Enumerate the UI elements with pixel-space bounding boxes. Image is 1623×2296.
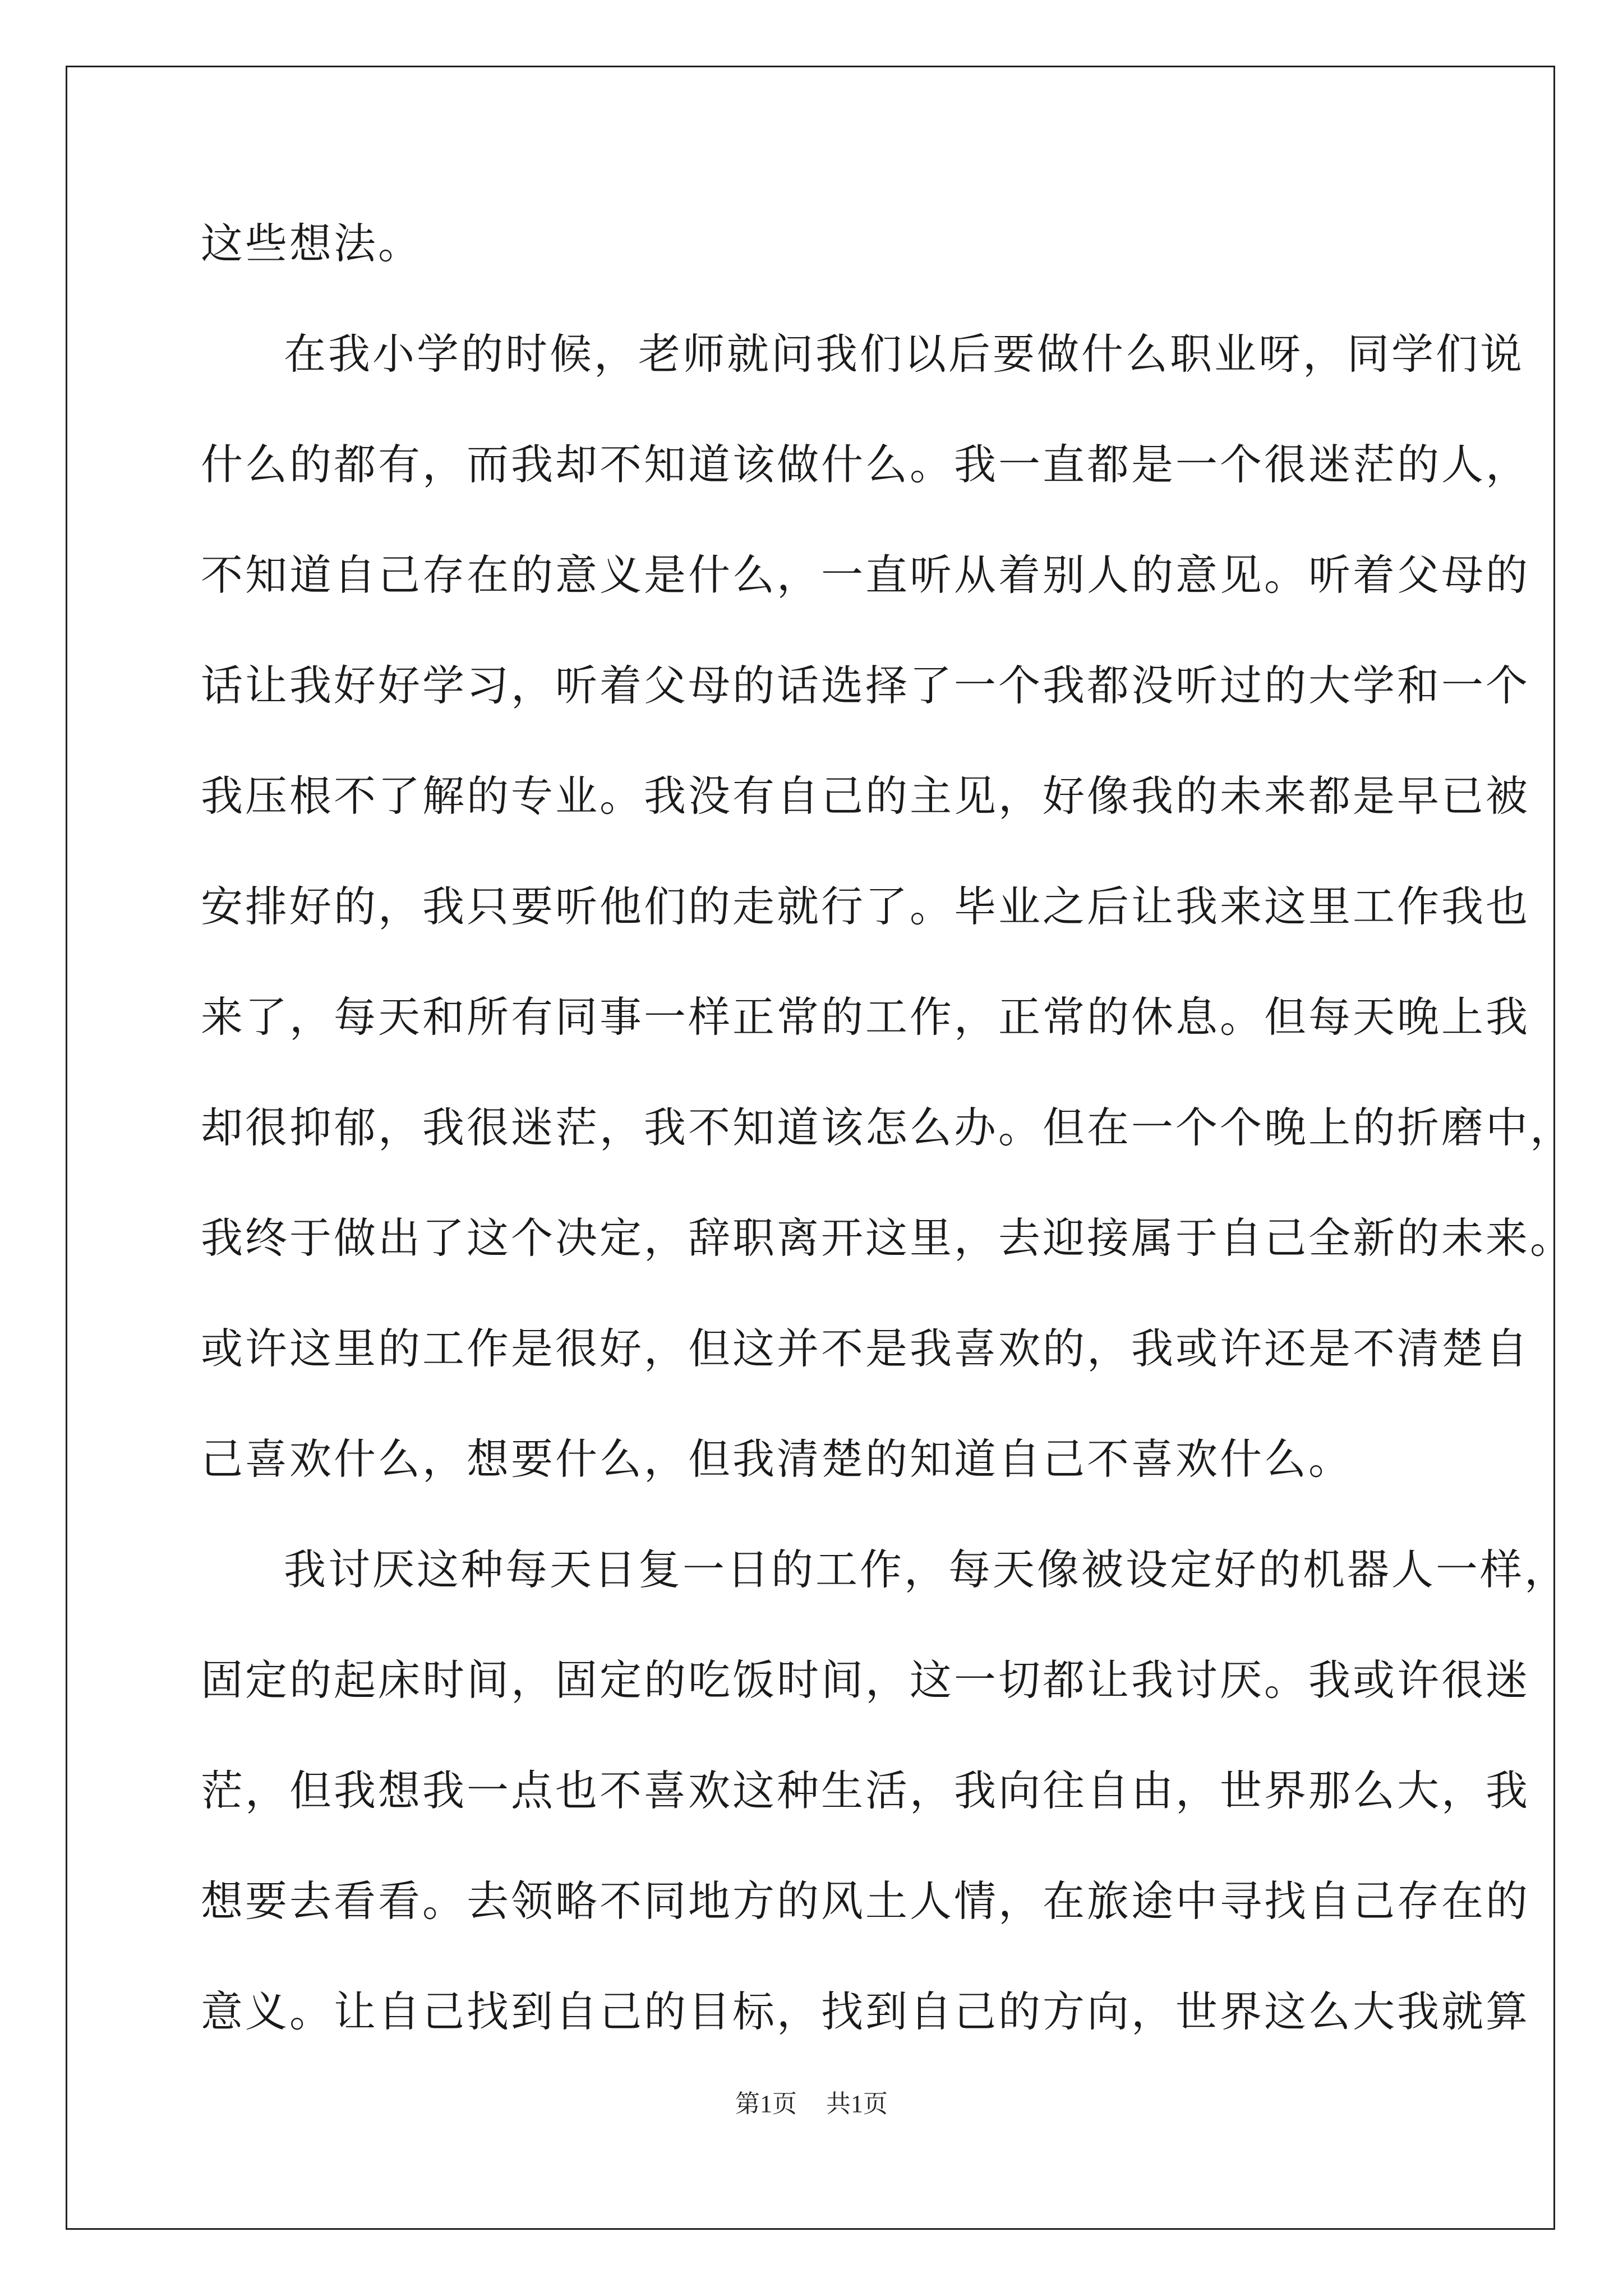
- page-number: 第1页: [735, 2090, 797, 2118]
- text-line: 固定的起床时间，固定的吃饭时间，这一切都让我讨厌。我或许很迷: [201, 1655, 1530, 1705]
- text-line: 这些想法。: [201, 219, 423, 268]
- text-line: 话让我好好学习，听着父母的话选择了一个我都没听过的大学和一个: [201, 661, 1530, 710]
- text-line: 来了，每天和所有同事一样正常的工作，正常的休息。但每天晚上我: [201, 992, 1530, 1042]
- text-line: 却很抑郁，我很迷茫，我不知道该怎么办。但在一个个晚上的折磨中，: [201, 1103, 1575, 1152]
- text-line: 不知道自己存在的意义是什么，一直听从着别人的意见。听着父母的: [201, 550, 1530, 600]
- paragraph-start-line: 我讨厌这种每天日复一日的工作，每天像被设定好的机器人一样，: [284, 1545, 1569, 1594]
- text-line: 茫，但我想我一点也不喜欢这种生活，我向往自由，世界那么大，我: [201, 1766, 1530, 1815]
- text-line: 或许这里的工作是很好，但这并不是我喜欢的，我或许还是不清楚自: [201, 1324, 1530, 1373]
- text-line: 想要去看看。去领略不同地方的风土人情，在旅途中寻找自己存在的: [201, 1876, 1530, 1926]
- text-line: 我终于做出了这个决定，辞职离开这里，去迎接属于自己全新的未来。: [201, 1213, 1575, 1263]
- page-footer: [0, 2088, 1623, 2120]
- text-line: 己喜欢什么，想要什么，但我清楚的知道自己不喜欢什么。: [201, 1434, 1353, 1484]
- document-body: [201, 215, 1575, 2094]
- total-pages: 共1页: [826, 2090, 888, 2118]
- text-line: 什么的都有，而我却不知道该做什么。我一直都是一个很迷茫的人，: [201, 440, 1530, 489]
- paragraph-start-line: 在我小学的时候，老师就问我们以后要做什么职业呀，同学们说: [284, 329, 1525, 379]
- text-line: 我压根不了解的专业。我没有自己的主见，好像我的未来都是早已被: [201, 771, 1530, 821]
- text-line: 安排好的，我只要听他们的走就行了。毕业之后让我来这里工作我也: [201, 882, 1530, 931]
- text-line: 意义。让自己找到自己的目标，找到自己的方向，世界这么大我就算: [201, 1987, 1530, 2036]
